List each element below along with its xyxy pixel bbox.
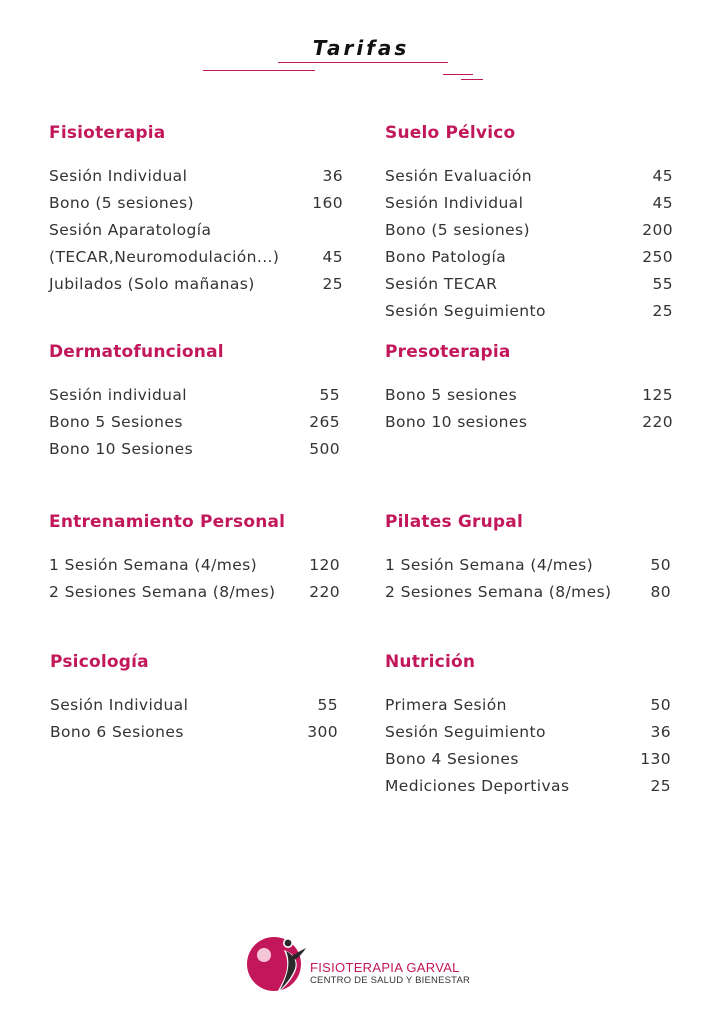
price-row: [385, 217, 673, 244]
item-label: Sesión individual: [49, 386, 188, 404]
section-heading: Pilates Grupal: [385, 512, 523, 532]
item-label: Primera Sesión: [385, 696, 507, 714]
item-price: 80: [650, 583, 671, 601]
section-presoterapia: [385, 342, 673, 436]
item-price: 120: [309, 556, 340, 574]
item-label: Sesión Seguimiento: [385, 302, 546, 320]
price-row: [385, 719, 671, 746]
item-label: Bono (5 sesiones): [385, 221, 530, 239]
item-price: 55: [319, 386, 340, 404]
price-row: [385, 579, 671, 606]
item-label: Bono (5 sesiones): [49, 194, 194, 212]
section-fisioterapia: [49, 123, 343, 298]
price-row: [385, 692, 671, 719]
item-price: 45: [652, 167, 673, 185]
item-label: Sesión Individual: [49, 167, 188, 185]
price-row: [49, 409, 340, 436]
item-label: Bono 10 sesiones: [385, 413, 528, 431]
decor-line-left: [203, 70, 315, 71]
item-label: Sesión TECAR: [385, 275, 498, 293]
brand-tagline: CENTRO DE SALUD Y BIENESTAR: [310, 975, 471, 986]
item-price: 55: [317, 696, 338, 714]
item-price: 25: [652, 302, 673, 320]
brand-name: FISIOTERAPIA GARVAL: [310, 960, 460, 975]
item-label: Bono Patología: [385, 248, 507, 266]
item-price: 45: [652, 194, 673, 212]
item-label: Bono 4 Sesiones: [385, 750, 519, 768]
price-row: [385, 746, 671, 773]
price-row: [385, 298, 673, 325]
item-label: Sesión Aparatología: [49, 221, 212, 239]
section-heading: Entrenamiento Personal: [49, 512, 286, 532]
price-row: [385, 163, 673, 190]
item-label: Bono 6 Sesiones: [50, 723, 184, 741]
price-row: [50, 719, 338, 746]
section-nutricion: [385, 652, 671, 800]
item-label: 2 Sesiones Semana (8/mes): [385, 583, 612, 601]
item-price: 50: [650, 556, 671, 574]
decor-line-right-bottom: [461, 79, 483, 80]
item-label: Bono 5 Sesiones: [49, 413, 183, 431]
item-label: Jubilados (Solo mañanas): [49, 275, 255, 293]
section-pilates-grupal: [385, 512, 671, 606]
item-price: 36: [322, 167, 343, 185]
price-row: [385, 244, 673, 271]
section-heading: Dermatofuncional: [49, 342, 224, 362]
item-price: 45: [322, 248, 343, 266]
item-price: 25: [322, 275, 343, 293]
item-label: 2 Sesiones Semana (8/mes): [49, 583, 276, 601]
price-row: [49, 579, 340, 606]
item-label: Sesión Evaluación: [385, 167, 533, 185]
section-heading: Nutrición: [385, 652, 476, 672]
item-label: Sesión Individual: [50, 696, 189, 714]
item-price: 55: [652, 275, 673, 293]
item-label: 1 Sesión Semana (4/mes): [49, 556, 258, 574]
item-price: 130: [640, 750, 671, 768]
price-row: [385, 190, 673, 217]
figure-circle-logo-icon: [244, 930, 310, 998]
section-dermatofuncional: [49, 342, 340, 463]
price-row: [49, 163, 343, 190]
price-row: [385, 271, 673, 298]
item-price: 220: [309, 583, 340, 601]
section-heading: Psicología: [50, 652, 149, 672]
price-row: [49, 244, 343, 271]
item-label: Sesión Seguimiento: [385, 723, 546, 741]
price-row: [49, 436, 340, 463]
section-heading: Suelo Pélvico: [385, 123, 516, 143]
price-row: [49, 552, 340, 579]
item-label: 1 Sesión Semana (4/mes): [385, 556, 594, 574]
item-label: Mediciones Deportivas: [385, 777, 570, 795]
item-label-continued: (TECAR,Neuromodulación...): [49, 248, 280, 266]
price-row: [385, 552, 671, 579]
price-row: [385, 382, 673, 409]
item-price: 200: [642, 221, 673, 239]
price-row: [50, 692, 338, 719]
item-price: 220: [642, 413, 673, 431]
item-price: 50: [650, 696, 671, 714]
section-entrenamiento-personal: [49, 512, 340, 606]
item-label: Bono 5 sesiones: [385, 386, 518, 404]
price-row: [49, 271, 343, 298]
item-price: 500: [309, 440, 340, 458]
decor-line-right-top: [443, 74, 473, 75]
brand-logo: [244, 930, 471, 998]
section-heading: Fisioterapia: [49, 123, 166, 143]
title-underline: [278, 62, 448, 63]
item-price: 300: [307, 723, 338, 741]
item-label: Sesión Individual: [385, 194, 524, 212]
item-price: 36: [650, 723, 671, 741]
item-price: 125: [642, 386, 673, 404]
item-price: 160: [312, 194, 343, 212]
item-price: 250: [642, 248, 673, 266]
price-row: [49, 382, 340, 409]
price-row: [385, 409, 673, 436]
section-heading: Presoterapia: [385, 342, 511, 362]
item-price: 265: [309, 413, 340, 431]
page-title: Tarifas: [312, 36, 410, 60]
section-suelo-pelvico: [385, 123, 673, 325]
item-price: 25: [650, 777, 671, 795]
section-psicologia: [50, 652, 338, 746]
item-label: Bono 10 Sesiones: [49, 440, 194, 458]
price-row: [49, 190, 343, 217]
price-row: [385, 773, 671, 800]
